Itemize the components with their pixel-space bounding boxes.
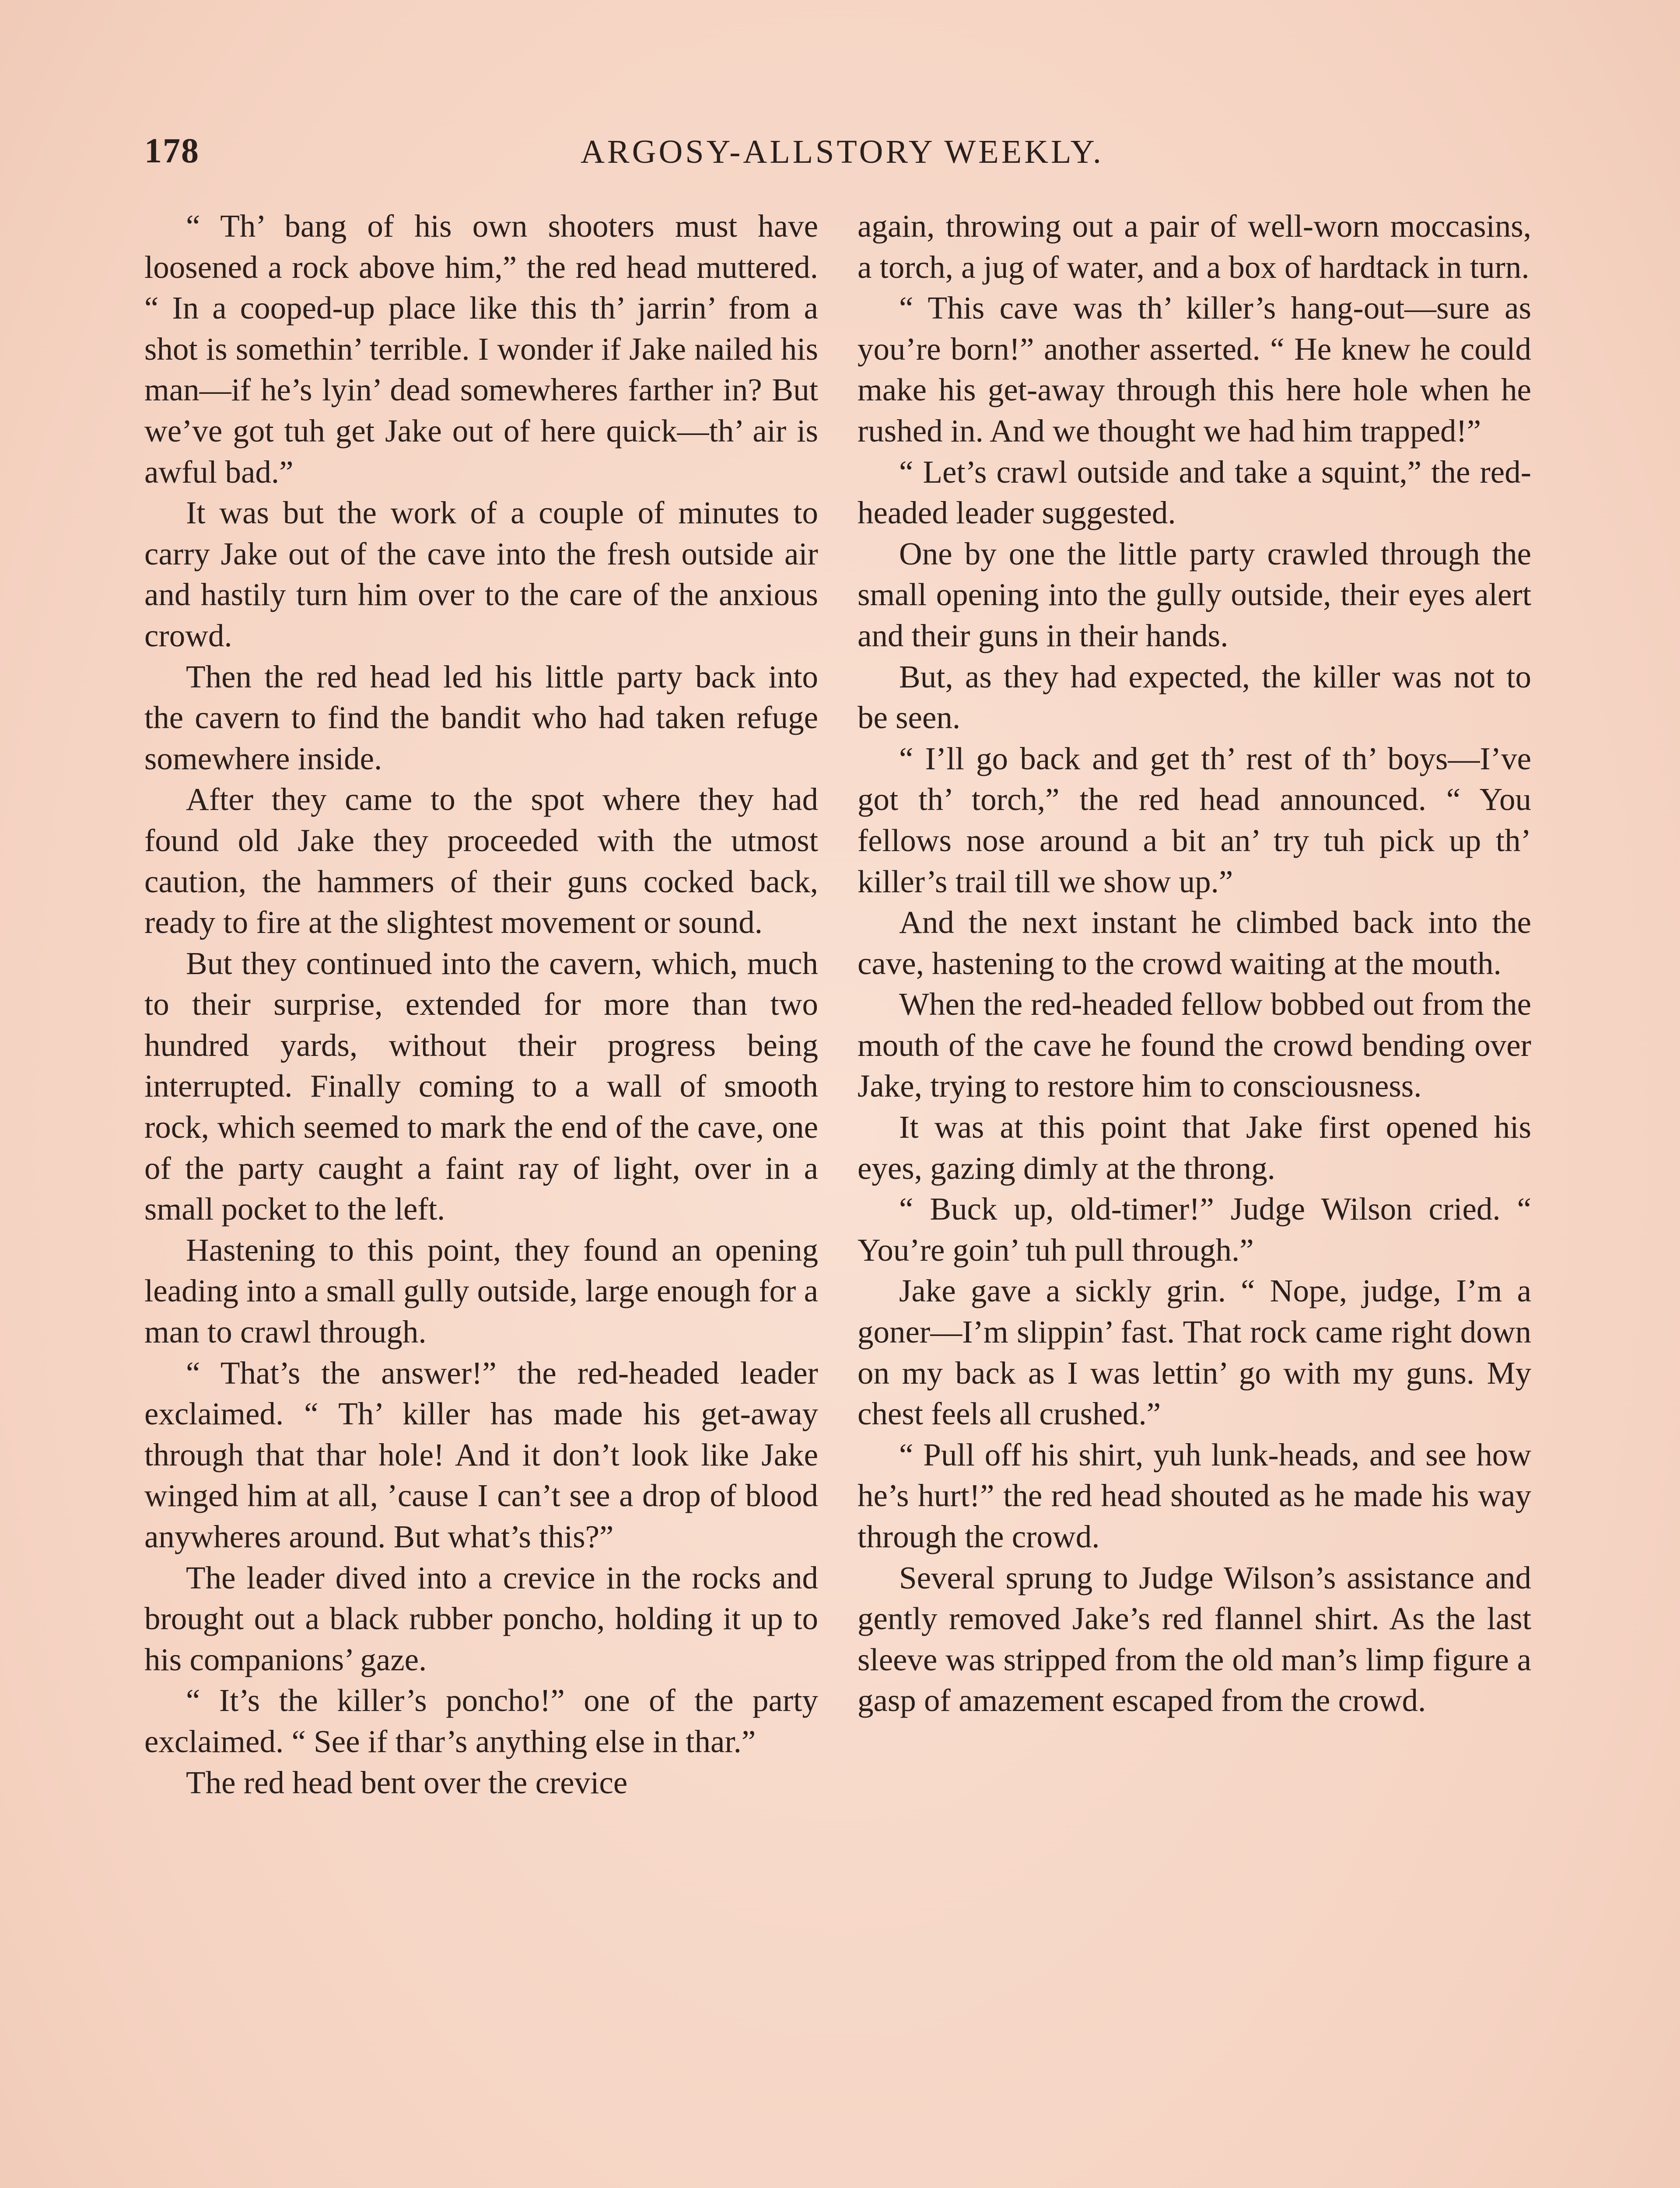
- paragraph: It was but the work of a couple of minutes to carry Jake out of the cave into the fresh outside air and hastily turn him over to the care of the anxious crowd.: [144, 495, 818, 653]
- page-header: [144, 131, 1540, 179]
- paragraph: It was at this point that Jake first opened his eyes, gazing dimly at the throng.: [858, 1109, 1531, 1186]
- paragraph: And the next instant he climbed back into the cave, hastening to the crowd waiting at the mouth.: [858, 905, 1531, 981]
- paragraph-continued: again, throwing out a pair of well-worn moccasins, a torch, a jug of water, and a box of hardtack in turn.: [858, 208, 1531, 285]
- paragraph: After they came to the spot where they had found old Jake they proceeded with the utmost caution, the hammers of their guns cocked back, ready to fire at the slightest movement or sound.: [144, 782, 818, 940]
- paragraph: “ Pull off his shirt, yuh lunk-heads, and see how he’s hurt!” the red head shouted as he made his way through the crowd.: [858, 1437, 1531, 1554]
- paragraph: But they continued into the cavern, which, much to their surprise, extended for more than two hundred yards, without their progress being interrupted. Finally coming to a wall of smooth rock, which seemed to mark the end of the cave, one of the party caught a faint ray of light, over in a small pocket to the left.: [144, 945, 818, 1227]
- paragraph: “ I’ll go back and get th’ rest of th’ boys—I’ve got th’ torch,” the red head announced. “ You fellows nose around a bit an’ try tuh pick up th’ killer’s trail till we show up.”: [858, 740, 1531, 899]
- paragraph: The leader dived into a crevice in the rocks and brought out a black rubber poncho, holding it up to his companions’ gaze.: [144, 1560, 818, 1677]
- paragraph: When the red-headed fellow bobbed out from the mouth of the cave he found the crowd bending over Jake, trying to restore him to consciousness.: [858, 986, 1531, 1104]
- paragraph: Then the red head led his little party back into the cavern to find the bandit who had taken refuge somewhere inside.: [144, 659, 818, 776]
- paragraph: The red head bent over the crevice: [186, 1764, 628, 1800]
- page-number: 178: [144, 132, 200, 170]
- paragraph: But, as they had expected, the killer was not to be seen.: [858, 659, 1531, 736]
- paragraph: Hastening to this point, they found an opening leading into a small gully outside, large enough for a man to crawl through.: [144, 1232, 818, 1350]
- paragraph: “ Let’s crawl outside and take a squint,” the red-headed leader suggested.: [858, 454, 1531, 531]
- paragraph: “ It’s the killer’s poncho!” one of the party exclaimed. “ See if thar’s anything else in thar.”: [144, 1683, 818, 1759]
- paragraph: One by one the little party crawled through the small opening into the gully outside, their eyes alert and their guns in their hands.: [858, 536, 1531, 653]
- running-head: ARGOSY-ALLSTORY WEEKLY.: [581, 133, 1104, 170]
- paragraph: Jake gave a sickly grin. “ Nope, judge, I’m a goner—I’m slippin’ fast. That rock came right down on my back as I was lettin’ go with my guns. My chest feels all crushed.”: [858, 1273, 1531, 1432]
- paragraph: “ Buck up, old-timer!” Judge Wilson cried. “ You’re goin’ tuh pull through.”: [858, 1191, 1531, 1268]
- paragraph: “ This cave was th’ killer’s hang-out—sure as you’re born!” another asserted. “ He knew he could make his get-away through this here hole when he rushed in. And we thought we had him trapped!”: [858, 290, 1531, 449]
- paragraph: “ Th’ bang of his own shooters must have loosened a rock above him,” the red head muttered. “ In a cooped-up place like this th’ jarrin’ from a shot is somethin’ terrible. I wonder if Jake nailed his man—if he’s lyin’ dead somewheres farther in? But we’ve got tuh get Jake out of here quick—th’ air is awful bad.”: [144, 208, 818, 490]
- right-column: [858, 206, 1531, 1721]
- paragraph: “ That’s the answer!” the red-headed leader exclaimed. “ Th’ killer has made his get-away through that thar hole! And it don’t look like Jake winged him at all, ’cause I can’t see a drop of blood anywheres around. But what’s this?”: [144, 1355, 818, 1554]
- left-column: [144, 206, 818, 1803]
- paragraph: Several sprung to Judge Wilson’s assistance and gently removed Jake’s red flannel shirt. As the last sleeve was stripped from the old man’s limp figure a gasp of amazement escaped from the crowd.: [858, 1560, 1531, 1718]
